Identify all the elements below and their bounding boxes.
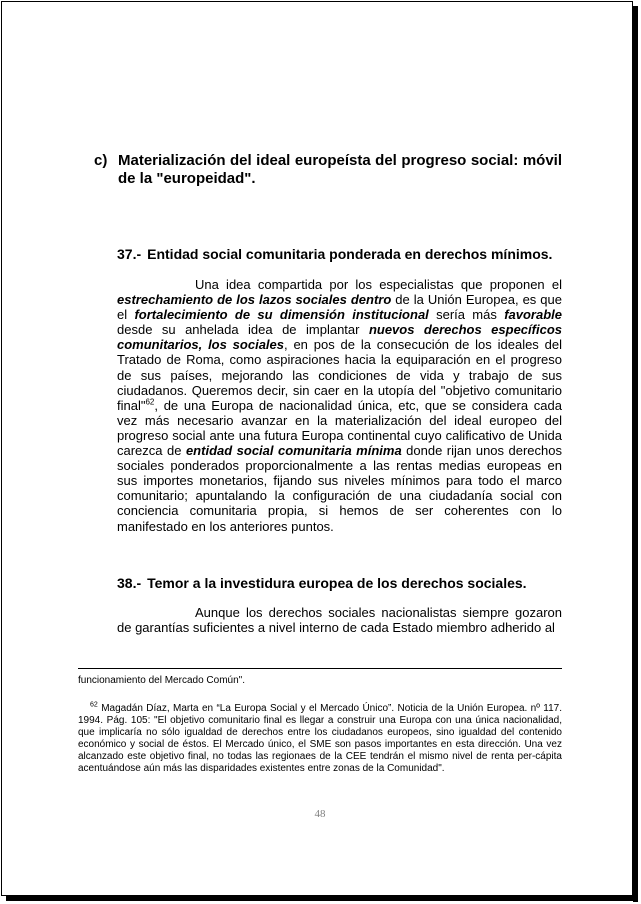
- heading-38-title: Temor a la investidura europea de los derechos sociales.: [147, 575, 527, 591]
- para-37-emphasis-1: estrechamiento de los lazos sociales dentro: [117, 292, 392, 308]
- para-37-text-3: sería más: [428, 307, 505, 323]
- page-number: 48: [314, 808, 326, 820]
- footnote-62-text: Magadán Díaz, Marta en “La Europa Social y el Mercado Único”. Noticia de la Unión Europea. nº 117. 1994. Pág. 105: "El objetivo comunitario final es llegar a construir una Europa con una única nacionalidad, que implicaría no sólo igualdad de derechos entre los ciudadanos europeos, sino igualdad del contenido económico y social de éstos. El Mercado único, el SME son pasos importantes en esta dirección. Una vez alcanzado este objetivo final, no todas las regionaes de la CEE tendrán el mismo nivel de renta per-cápita acentuándose aún más las disparidades existentes entre zonas de la Comunidad".: [78, 703, 562, 774]
- footnote-continued: funcionamiento del Mercado Común".: [78, 675, 245, 686]
- para-37-emphasis-4: nuevos derechos específicos comunitarios, los sociales: [117, 322, 562, 353]
- para-37-emphasis-5: entidad social comunitaria mínima: [185, 443, 402, 459]
- para-37-text-4: desde su anhelada idea de implantar: [117, 322, 369, 338]
- heading-37-number: 37.-: [117, 246, 142, 262]
- heading-37-title: Entidad social comunitaria ponderada en derechos mínimos.: [147, 246, 553, 262]
- section-title: Materialización del ideal europeísta del progreso social: móvil de la "europeidad".: [118, 152, 562, 187]
- para-37-text-5: , en pos de la consecución de los ideales del Tratado de Roma, como aspiraciones hacia la equiparación en el progreso de sus países, mejorando las condiciones de vida y trabajo de sus ciudadanos. Queremos decir, sin caer en la utopía del "objetivo comunitario final": [117, 337, 562, 413]
- paragraph-37: [117, 277, 562, 534]
- para-37-text-7: donde rijan unos derechos sociales ponderados proporcionalmente a las rentas medias europeas en sus importes monetarios, fijando sus niveles mínimos para todo el marco comunitario; apuntalando la configuración de una ciudadanía social con conciencia comunitaria propia, si hemos de ser coherentes con lo manifestado en los anteriores puntos.: [117, 443, 562, 534]
- footnote-ref-62[interactable]: 62: [145, 397, 155, 407]
- section-c-heading: [94, 152, 562, 188]
- heading-37: [117, 246, 552, 263]
- para-37-text-2: de la Unión Europea, es que el: [117, 292, 562, 323]
- footnote-62-number: 62: [90, 701, 98, 709]
- footnote-separator: [78, 668, 562, 669]
- footnote-62: [78, 703, 562, 775]
- para-38-text: Aunque los derechos sociales nacionalistas siempre gozaron de garantías suficientes a nivel interno de cada Estado miembro adherido al: [117, 605, 562, 636]
- para-37-emphasis-2: fortalecimiento de su dimensión institucional: [134, 307, 429, 323]
- para-37-text-6: , de una Europa de nacionalidad única, etc, que se considera cada vez más necesario avanzar en la materialización del ideal europeo del progreso social ante una futura Europa continental cuyo calificativo de Unida carezca de: [117, 397, 562, 459]
- page-shadow-bottom: [6, 896, 638, 901]
- page-shadow-right: [633, 6, 638, 902]
- heading-38: [117, 575, 527, 592]
- para-37-emphasis-3: favorable: [504, 307, 562, 323]
- section-marker: c): [94, 152, 108, 169]
- para-37-text-1: Una idea compartida por los especialistas que proponen el: [195, 277, 562, 292]
- paragraph-38: [117, 605, 562, 635]
- heading-38-number: 38.-: [117, 575, 142, 591]
